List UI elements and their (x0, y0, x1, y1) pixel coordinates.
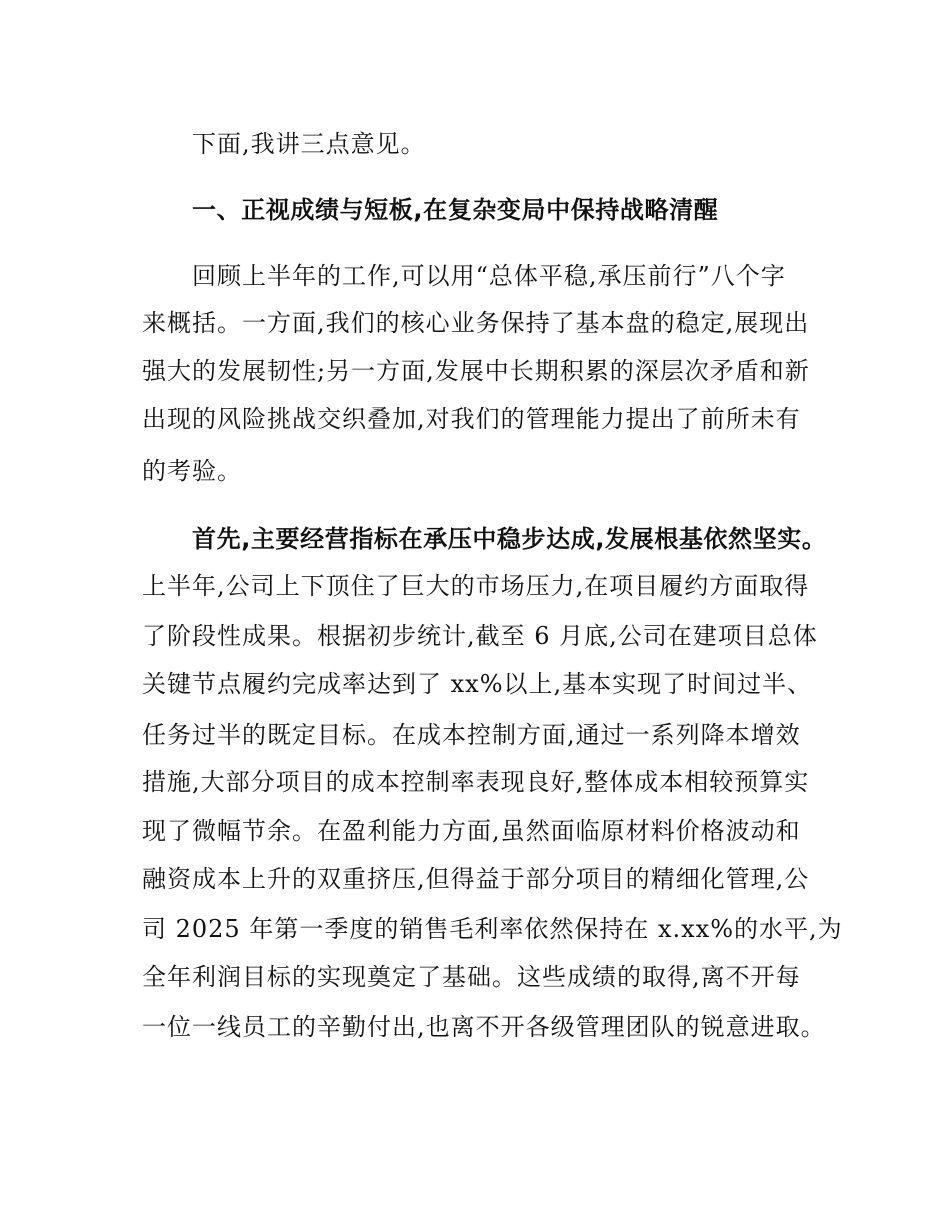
paragraph-line: 来概括。一方面,我们的核心业务保持了基本盘的稳定,展现出 (142, 309, 810, 337)
paragraph-line: 回顾上半年的工作,可以用“总体平稳,承压前行”八个字 (192, 262, 786, 290)
paragraph-line: 措施,大部分项目的成本控制率表现良好,整体成本相较预算实 (142, 768, 810, 796)
paragraph-line: 上半年,公司上下顶住了巨大的市场压力,在项目履约方面取得 (142, 572, 810, 600)
paragraph-line: 的考验。 (142, 457, 242, 485)
paragraph-line: 任务过半的既定目标。在成本控制方面,通过一系列降本增效 (142, 721, 801, 749)
paragraph-line: 出现的风险挑战交织叠加,对我们的管理能力提出了前所未有 (142, 405, 801, 433)
paragraph-line: 关键节点履约完成率达到了 xx%以上,基本实现了时间过半、 (142, 670, 813, 698)
section-heading: 一、正视成绩与短板,在复杂变局中保持战略清醒 (192, 196, 719, 224)
paragraph-line: 强大的发展韧性;另一方面,发展中长期积累的深层次矛盾和新 (142, 357, 810, 385)
paragraph-line: 了阶段性成果。根据初步统计,截至 6 月底,公司在建项目总体 (142, 622, 818, 650)
paragraph-line: 全年利润目标的实现奠定了基础。这些成绩的取得,离不开每 (142, 963, 801, 991)
paragraph-line: 司 2025 年第一季度的销售毛利率依然保持在 x.xx%的水平,为 (142, 915, 843, 943)
paragraph-line: 现了微幅节余。在盈利能力方面,虽然面临原材料价格波动和 (142, 817, 801, 845)
paragraph-line: 融资成本上升的双重挤压,但得益于部分项目的精细化管理,公 (142, 865, 810, 893)
intro-line: 下面,我讲三点意见。 (192, 130, 426, 158)
paragraph-lead: 首先,主要经营指标在承压中稳步达成,发展根基依然坚实。 (192, 525, 827, 553)
paragraph-line: 一位一线员工的辛勤付出,也离不开各级管理团队的锐意进取。 (142, 1013, 826, 1041)
